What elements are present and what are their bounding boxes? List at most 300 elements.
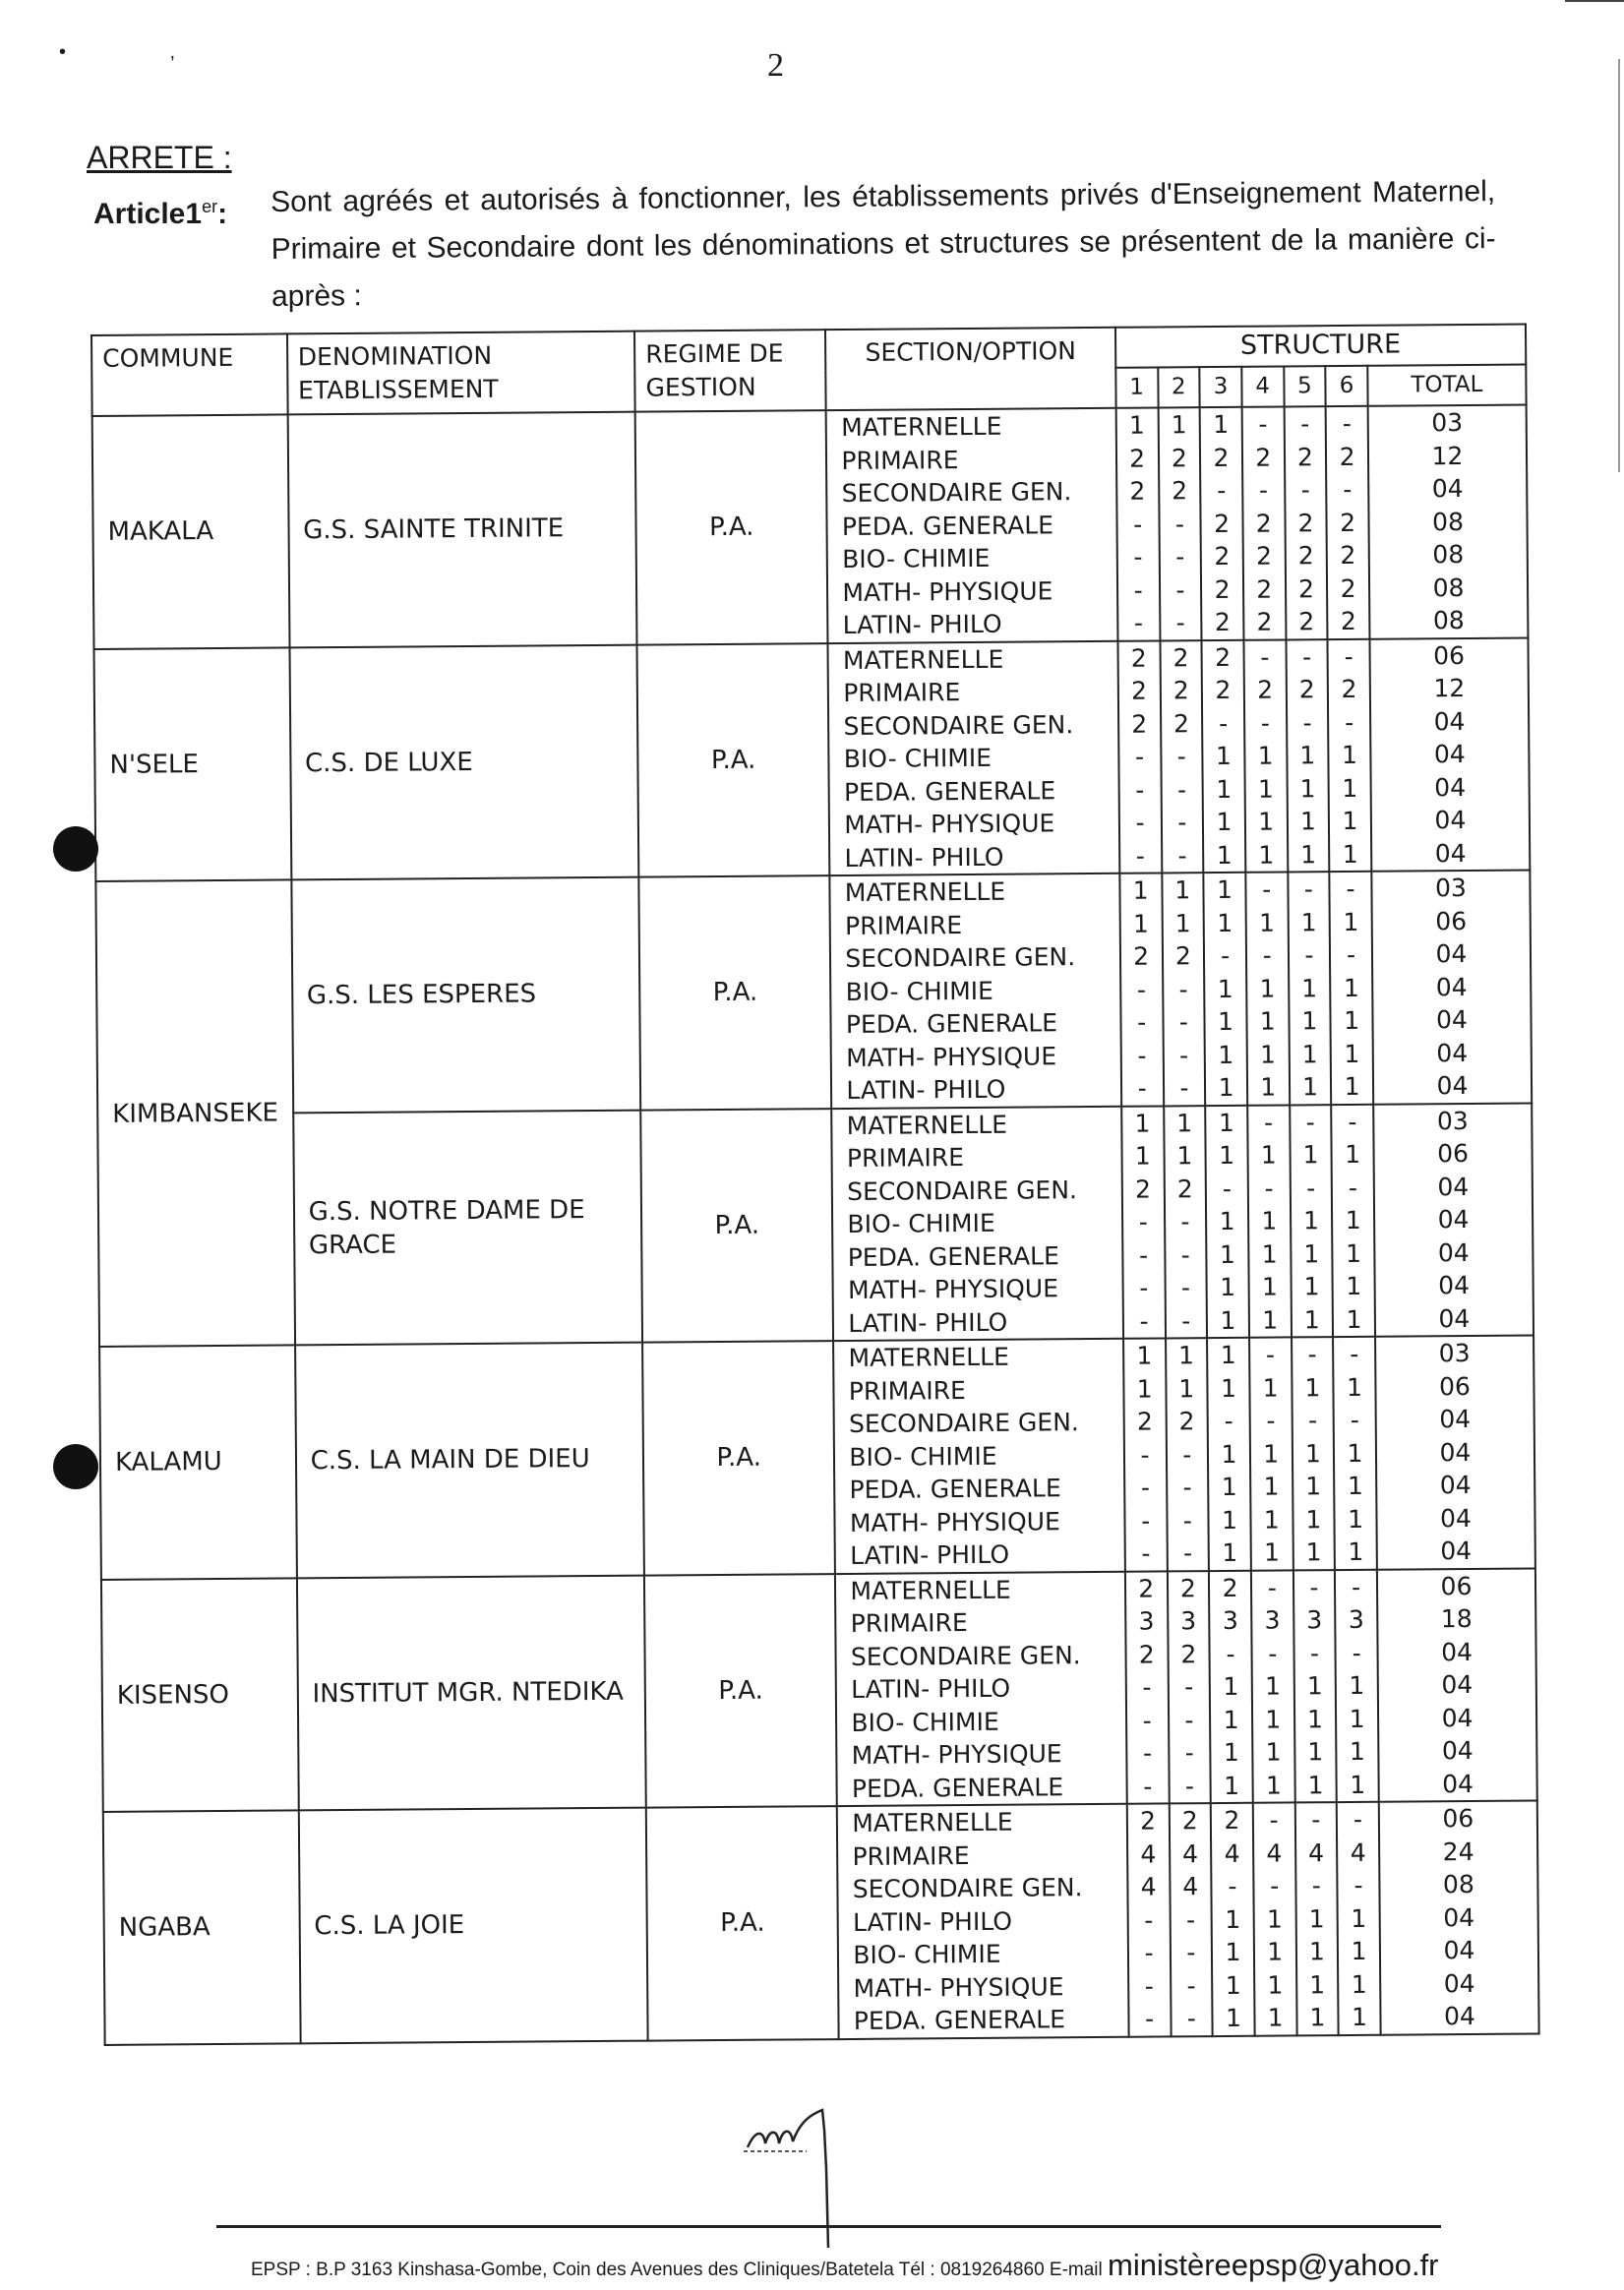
class-count: 2	[1298, 675, 1315, 704]
section-option: BIO- CHIMIE	[851, 1707, 999, 1737]
total-value: 04	[1438, 1303, 1471, 1333]
total-value: 04	[1433, 706, 1466, 736]
class-count: -	[1140, 1473, 1151, 1502]
class-count: -	[1139, 1273, 1149, 1302]
class-count: 1	[1217, 1006, 1234, 1037]
class-count: -	[1138, 1240, 1149, 1270]
class-count: 1	[1343, 973, 1359, 1002]
class-count: 2	[1214, 574, 1231, 604]
class-count: 1	[1346, 1372, 1363, 1402]
establishment-name-cell: C.S. DE LUXE	[289, 644, 638, 879]
class-count: 1	[1299, 773, 1316, 803]
section-option: LATIN- PHILO	[846, 1074, 1006, 1105]
total-value: 18	[1440, 1604, 1473, 1634]
class-count: -	[1133, 510, 1143, 539]
class-count: 1	[1257, 774, 1274, 804]
section-option: LATIN- PHILO	[844, 842, 1004, 873]
class-count: -	[1140, 1440, 1150, 1470]
class-count: -	[1176, 742, 1186, 771]
class-count: 1	[1218, 1108, 1234, 1137]
total-value: 03	[1434, 874, 1467, 903]
section-option: LATIN- PHILO	[851, 1673, 1011, 1704]
commune-cell: KALAMU	[99, 1345, 296, 1579]
class-count: 2	[1136, 1407, 1153, 1436]
class-count: -	[1305, 1107, 1315, 1136]
class-count: 1	[1300, 907, 1317, 936]
class-count-cell	[1209, 1570, 1253, 1803]
class-count: 2	[1176, 1174, 1193, 1203]
section-option: SECONDAIRE GEN.	[850, 1640, 1081, 1671]
class-count: 2	[1255, 443, 1272, 472]
class-count: 1	[1267, 2003, 1284, 2032]
class-count: -	[1342, 408, 1352, 439]
class-count: -	[1228, 1871, 1237, 1900]
school-row	[94, 637, 1531, 881]
total-value: 04	[1435, 972, 1468, 1001]
class-count: -	[1179, 1040, 1189, 1069]
class-count: -	[1141, 1506, 1151, 1536]
class-count: 2	[1213, 443, 1230, 472]
schools-table-wrapper	[90, 324, 1540, 2046]
total-value: 08	[1432, 606, 1465, 635]
class-count: 1	[1303, 1238, 1320, 1268]
class-count: -	[1226, 1639, 1235, 1668]
class-count-cell	[1115, 407, 1160, 640]
class-count: 1	[1221, 1505, 1238, 1535]
class-count: -	[1177, 808, 1187, 837]
class-count: 2	[1174, 941, 1191, 971]
class-count: 1	[1308, 1903, 1325, 1933]
class-count: -	[1178, 974, 1188, 1003]
class-count: 2	[1341, 674, 1357, 704]
class-count: -	[1350, 1339, 1359, 1368]
class-count: 1	[1351, 1903, 1367, 1933]
class-count: 2	[1129, 444, 1146, 473]
total-value: 06	[1440, 1571, 1473, 1600]
regime-cell: P.A.	[640, 1109, 833, 1343]
section-option: MATH- PHYSIQUE	[847, 1274, 1059, 1304]
total-value: 04	[1443, 2001, 1475, 2031]
class-count-cell	[1333, 1337, 1377, 1570]
class-count: 1	[1304, 1372, 1321, 1402]
class-count-cell	[1200, 407, 1244, 640]
total-value: 04	[1434, 838, 1467, 868]
section-option: PRIMAIRE	[844, 910, 963, 940]
class-count: -	[1177, 840, 1187, 870]
header-col-3: 3	[1199, 367, 1241, 407]
class-count: 3	[1264, 1605, 1281, 1635]
class-count: -	[1184, 1672, 1194, 1702]
class-count: -	[1304, 940, 1314, 970]
class-count: 2	[1340, 573, 1356, 603]
regime-cell: P.A.	[635, 410, 828, 644]
section-option: PRIMAIRE	[846, 1143, 965, 1173]
class-count: -	[1134, 742, 1145, 771]
class-count: 2	[1215, 675, 1232, 705]
class-count: -	[1266, 1406, 1276, 1435]
class-count: 1	[1345, 1238, 1362, 1268]
class-count: 1	[1220, 1340, 1236, 1370]
total-value: 04	[1441, 1736, 1474, 1766]
class-count-cell	[1117, 640, 1162, 874]
class-count: -	[1350, 1405, 1359, 1434]
class-count: 2	[1224, 1805, 1240, 1835]
section-option: BIO- CHIMIE	[849, 1441, 997, 1472]
class-count: 1	[1302, 1140, 1319, 1170]
scan-marks: • ,	[59, 41, 225, 63]
class-count: 2	[1340, 606, 1356, 636]
commune-cell: NGABA	[103, 1810, 300, 2044]
class-count: -	[1133, 542, 1143, 572]
article-label-text: Article1	[93, 198, 203, 230]
class-count: 1	[1216, 874, 1233, 905]
class-count: -	[1311, 1805, 1321, 1835]
class-count: -	[1344, 641, 1353, 671]
class-count: 2	[1173, 676, 1189, 705]
class-count: 1	[1265, 1705, 1282, 1734]
class-count: -	[1136, 975, 1147, 1004]
total-value: 04	[1442, 1769, 1474, 1798]
class-count: 1	[1218, 1072, 1234, 1103]
class-count: 2	[1172, 476, 1188, 506]
article-label	[93, 197, 227, 231]
class-count: 1	[1299, 741, 1316, 770]
class-count: -	[1224, 1406, 1233, 1435]
class-count: 1	[1221, 1439, 1237, 1469]
total-value: 08	[1442, 1870, 1474, 1899]
class-count: -	[1182, 1473, 1192, 1502]
class-count: -	[1137, 1041, 1147, 1070]
class-count: 1	[1307, 1770, 1324, 1799]
class-count: 1	[1134, 1109, 1151, 1138]
class-count: -	[1222, 1174, 1233, 1203]
class-count: 1	[1345, 1139, 1361, 1170]
arrete-heading-text: ARRETE :	[87, 140, 232, 175]
class-count: -	[1346, 939, 1356, 969]
footer-address: EPSP : B.P 3163 Kinshasa-Gombe, Coin des Avenues des Cliniques/Batetela Tél : 0819264860 E-mail	[251, 2260, 1103, 2280]
section-option: BIO- CHIMIE	[843, 743, 992, 773]
total-value: 04	[1437, 1172, 1470, 1201]
class-count: 1	[1299, 807, 1316, 836]
class-count: -	[1348, 1173, 1358, 1202]
class-count-cell	[1169, 1803, 1213, 2036]
total-value: 08	[1432, 540, 1465, 570]
class-count: 1	[1257, 741, 1274, 770]
class-count: 1	[1305, 1472, 1322, 1501]
establishment-name-cell: INSTITUT MGR. NTEDIKA	[297, 1575, 646, 1810]
class-count: -	[1267, 1573, 1277, 1602]
page-edge-shadow	[1618, 59, 1620, 472]
section-option: PEDA. GENERALE	[845, 1008, 1058, 1039]
sections-cell	[828, 640, 1119, 875]
class-count: 1	[1342, 839, 1358, 869]
class-count: 1	[1348, 1537, 1364, 1566]
class-count: 1	[1258, 807, 1275, 836]
class-count: 1	[1344, 1039, 1360, 1068]
section-option: MATERNELLE	[848, 1342, 1009, 1372]
class-count: 1	[1263, 1537, 1281, 1567]
class-count: 1	[1225, 1937, 1241, 1966]
commune-cell: KIMBANSEKE	[95, 879, 294, 1347]
class-count: -	[1142, 1672, 1152, 1702]
class-count: 1	[1266, 1904, 1283, 1934]
class-count: -	[1139, 1306, 1149, 1336]
regime-cell: P.A.	[646, 1806, 839, 2040]
class-count: 4	[1307, 1838, 1325, 1867]
class-count: 1	[1349, 1704, 1365, 1733]
class-count: -	[1348, 1107, 1357, 1136]
class-count: -	[1268, 1639, 1278, 1668]
section-option: SECONDAIRE GEN.	[848, 1408, 1079, 1438]
class-count: 2	[1134, 1175, 1152, 1204]
total-value: 08	[1431, 507, 1465, 536]
class-count: -	[1145, 2004, 1155, 2033]
class-count: 1	[1349, 1736, 1366, 1766]
regime-cell: P.A.	[644, 1574, 837, 1808]
article-body: Sont agréés et autorisés à fonctionner, les établissements privés d'Enseignement Maternel, Primaire et Secondaire dont les dénominations et structures se présentent de la manière ci- après :	[271, 175, 1496, 313]
class-count: 2	[1297, 508, 1314, 537]
total-value: 12	[1433, 674, 1466, 703]
section-option: PRIMAIRE	[848, 1375, 966, 1406]
total-value: 03	[1436, 1106, 1469, 1135]
class-count: 1	[1261, 1206, 1278, 1235]
class-count: 1	[1262, 1305, 1279, 1335]
class-count-cell	[1335, 1569, 1379, 1802]
class-count-cell	[1290, 1105, 1334, 1338]
school-row	[97, 1103, 1534, 1347]
class-count-cell	[1337, 1802, 1381, 2035]
class-count: -	[1353, 1804, 1363, 1834]
class-count: 3	[1222, 1605, 1238, 1636]
class-count-cell	[1162, 873, 1206, 1106]
class-count: -	[1175, 574, 1185, 604]
total-value: 04	[1441, 1703, 1474, 1732]
school-row	[101, 1568, 1537, 1812]
total-value: 04	[1440, 1537, 1473, 1566]
class-count: 1	[1176, 1108, 1193, 1137]
class-count: 1	[1217, 974, 1233, 1003]
class-count: -	[1180, 1207, 1190, 1236]
header-total: TOTAL	[1367, 365, 1526, 406]
header-regime: REGIME DE GESTION	[634, 330, 826, 412]
class-count: 1	[1304, 1438, 1321, 1468]
section-option: BIO- CHIMIE	[845, 976, 993, 1006]
class-count: 1	[1225, 1970, 1241, 2000]
section-option: PRIMAIRE	[841, 445, 959, 475]
total-value: 04	[1439, 1405, 1472, 1434]
section-option: MATERNELLE	[850, 1575, 1011, 1605]
class-count: 1	[1344, 1071, 1360, 1102]
commune-cell: KISENSO	[101, 1578, 298, 1812]
class-count: -	[1138, 1207, 1148, 1236]
total-value: 06	[1442, 1804, 1474, 1834]
header-col-2: 2	[1158, 367, 1200, 407]
class-count: 3	[1306, 1605, 1323, 1635]
class-count: -	[1311, 1871, 1321, 1900]
class-count: 4	[1140, 1839, 1157, 1869]
class-count: 1	[1306, 1704, 1324, 1733]
class-count: 1	[1265, 1737, 1282, 1767]
class-count: 2	[1171, 443, 1187, 472]
class-count: 1	[1303, 1272, 1320, 1301]
article-label-sup: er	[202, 197, 218, 216]
section-option: LATIN- PHILO	[848, 1307, 1008, 1338]
section-option: LATIN- PHILO	[842, 609, 1002, 640]
total-value: 24	[1442, 1837, 1474, 1866]
total-cell	[1369, 637, 1530, 872]
total-value: 04	[1439, 1471, 1472, 1500]
class-count: 1	[1219, 1206, 1235, 1236]
class-count: -	[1184, 1771, 1195, 1800]
class-count-cell	[1253, 1802, 1297, 2035]
class-count-cell	[1160, 640, 1204, 874]
class-count: -	[1141, 1538, 1151, 1568]
class-count: -	[1270, 1871, 1280, 1900]
class-count: 2	[1222, 1573, 1238, 1602]
class-count: 1	[1308, 1937, 1325, 1966]
sections-cell	[832, 1106, 1123, 1341]
school-row	[103, 1800, 1539, 2044]
section-option: PRIMAIRE	[850, 1608, 968, 1638]
class-count: -	[1142, 1706, 1152, 1735]
class-count-cell	[1127, 1803, 1172, 2036]
section-option: MATH- PHYSIQUE	[853, 1971, 1064, 2003]
class-count: 2	[1129, 476, 1146, 506]
class-count: 2	[1181, 1806, 1198, 1836]
class-count: 1	[1345, 1205, 1361, 1235]
section-option: SECONDAIRE GEN.	[841, 477, 1072, 509]
class-count: 1	[1344, 1005, 1360, 1036]
punch-hole	[53, 1444, 98, 1489]
total-value: 04	[1431, 474, 1464, 504]
total-value: 03	[1431, 408, 1464, 438]
class-count: 1	[1306, 1671, 1323, 1701]
section-option: SECONDAIRE GEN.	[852, 1873, 1083, 1903]
class-count: 1	[1225, 1904, 1241, 1934]
class-count-cell	[1245, 872, 1290, 1105]
class-count-cell	[1284, 406, 1328, 639]
class-count: 1	[1342, 773, 1358, 803]
total-value: 04	[1438, 1271, 1471, 1300]
page-number: 2	[767, 47, 784, 84]
class-count: -	[1135, 775, 1145, 805]
class-count: 4	[1224, 1838, 1240, 1868]
class-count: -	[1345, 707, 1354, 737]
class-count: -	[1186, 1938, 1196, 1967]
class-count-cell	[1251, 1570, 1295, 1803]
sections-cell	[833, 1339, 1124, 1574]
class-count: 4	[1182, 1872, 1199, 1901]
header-col-6: 6	[1326, 366, 1368, 406]
section-option: MATERNELLE	[852, 1807, 1013, 1838]
sections-cell	[826, 408, 1117, 643]
class-count: 1	[1307, 1737, 1324, 1767]
section-option: PEDA. GENERALE	[847, 1240, 1059, 1272]
total-cell	[1379, 1800, 1539, 2034]
total-value: 08	[1432, 572, 1465, 602]
commune-cell: N'SELE	[94, 647, 291, 881]
class-count: 2	[1297, 573, 1315, 603]
class-count: 1	[1260, 1072, 1277, 1102]
footer-email: ministèreepsp@yahoo.fr	[1108, 2248, 1439, 2282]
class-count: 1	[1171, 410, 1187, 440]
total-value: 04	[1443, 1902, 1475, 1932]
section-option: BIO- CHIMIE	[853, 1939, 1001, 1969]
section-option: MATH- PHYSIQUE	[851, 1739, 1062, 1770]
class-count: -	[1263, 1108, 1274, 1137]
class-count: 3	[1138, 1606, 1155, 1636]
class-count: 1	[1223, 1705, 1239, 1734]
class-count: 1	[1259, 1040, 1277, 1069]
class-count: 1	[1220, 1272, 1236, 1302]
class-count: 1	[1350, 1770, 1366, 1799]
class-count: -	[1175, 608, 1185, 637]
class-count: -	[1258, 475, 1269, 505]
class-count: 1	[1217, 908, 1233, 937]
page-edge-mark	[1565, 0, 1624, 2]
article-label-colon: :	[217, 198, 228, 230]
header-commune: COMMUNE	[91, 333, 287, 416]
class-count: 1	[1223, 1737, 1239, 1767]
section-option: PEDA. GENERALE	[843, 775, 1056, 807]
total-cell	[1368, 405, 1529, 639]
class-count: 1	[1349, 1670, 1365, 1700]
class-count: 1	[1347, 1438, 1363, 1468]
class-count: -	[1181, 1305, 1191, 1335]
arrete-heading	[87, 140, 232, 176]
class-count: 1	[1260, 1140, 1277, 1170]
class-count-cell	[1328, 638, 1372, 872]
class-count: 2	[1138, 1640, 1155, 1669]
section-option: SECONDAIRE GEN.	[847, 1175, 1078, 1206]
regime-cell: P.A.	[637, 643, 830, 877]
total-value: 03	[1438, 1339, 1471, 1368]
class-count: 2	[1178, 1407, 1195, 1436]
class-count-cell	[1293, 1570, 1337, 1803]
section-option: PEDA. GENERALE	[841, 510, 1054, 541]
class-count: 2	[1297, 541, 1314, 571]
class-count: -	[1179, 1073, 1189, 1103]
class-count: 1	[1134, 1141, 1151, 1171]
total-value: 04	[1435, 1005, 1469, 1035]
total-value: 04	[1434, 806, 1467, 835]
section-option: BIO- CHIMIE	[847, 1208, 995, 1238]
class-count: 1	[1224, 1771, 1240, 1800]
section-option: MATERNELLE	[842, 644, 1004, 675]
class-count: 1	[1223, 1671, 1239, 1701]
class-count: 1	[1346, 1271, 1362, 1301]
establishment-name-cell: G.S. SAINTE TRINITE	[287, 412, 636, 647]
total-cell	[1375, 1336, 1535, 1570]
class-count: 1	[1303, 1304, 1320, 1334]
class-count: 1	[1221, 1472, 1237, 1502]
class-count: 2	[1180, 1639, 1197, 1668]
class-count: 1	[1220, 1373, 1237, 1403]
class-count: 2	[1215, 642, 1232, 672]
class-count: 4	[1181, 1838, 1199, 1868]
punch-hole	[53, 826, 98, 872]
class-count: 2	[1130, 643, 1147, 673]
class-count: 1	[1267, 1937, 1284, 1966]
class-count: 1	[1265, 1771, 1282, 1800]
class-count-cell	[1123, 1338, 1168, 1571]
class-count: 1	[1346, 1304, 1362, 1334]
class-count: 1	[1261, 1272, 1278, 1301]
section-option: MATH- PHYSIQUE	[842, 575, 1053, 607]
class-count: 1	[1219, 1140, 1235, 1171]
total-value: 04	[1436, 1071, 1469, 1101]
total-value: 04	[1436, 1038, 1469, 1067]
